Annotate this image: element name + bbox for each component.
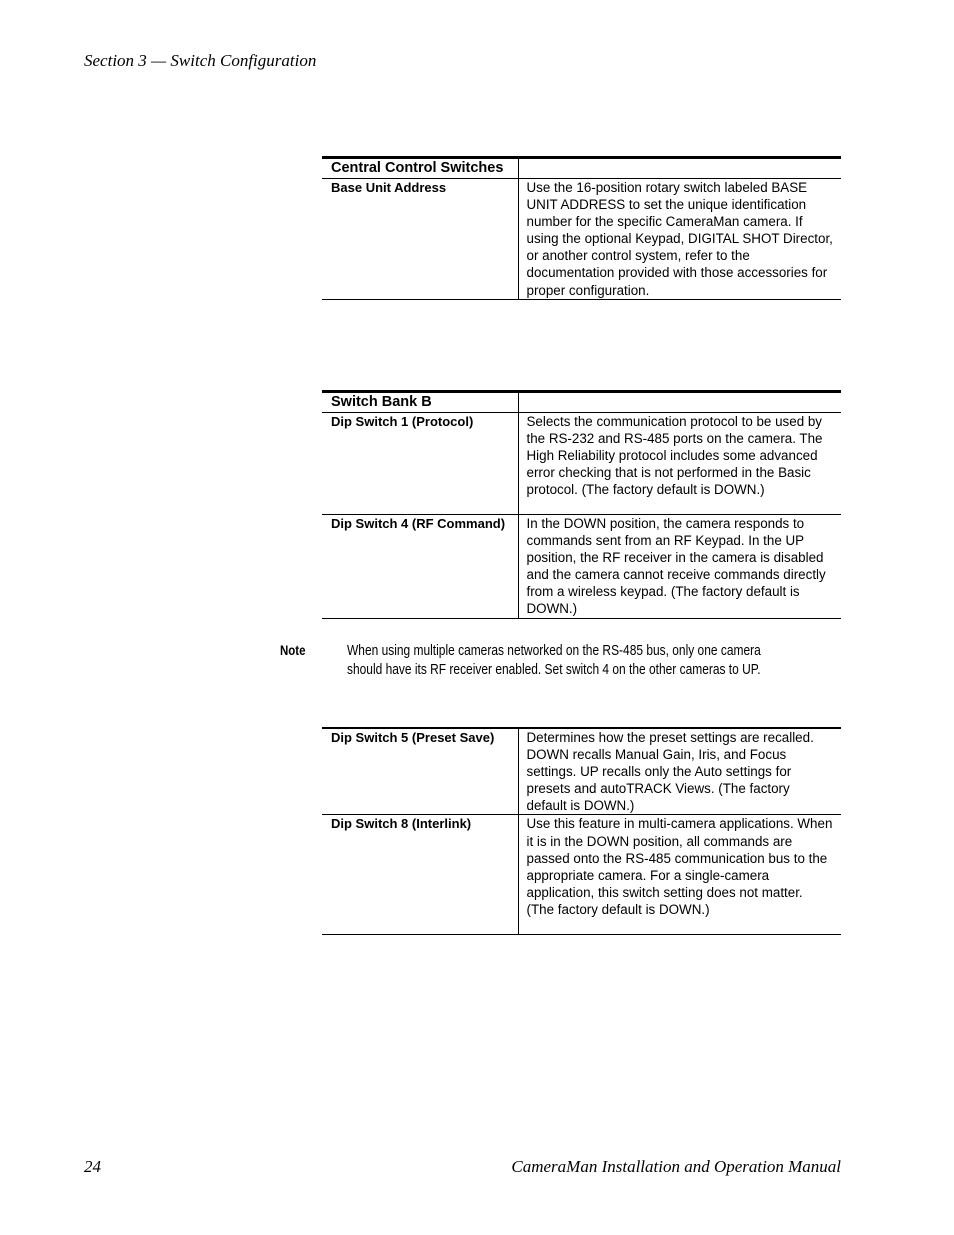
running-head: Section 3 — Switch Configuration <box>84 51 317 70</box>
row-description: Use this feature in multi-camera applications. When it is in the DOWN position, all commands are passed onto the RS-485 communication bus to the appropriate camera. For a single-camera application, this switch setting does not matter. (The factory default is DOWN.) <box>526 816 833 917</box>
page-number: 24 <box>84 1157 101 1176</box>
row-label: Base Unit Address <box>322 179 518 300</box>
note-text: When using multiple cameras networked on the RS-485 bus, only one camera should have its RF receiver enabled. Set switch 4 on the other cameras to UP. <box>347 643 761 678</box>
table-header-row <box>322 392 841 413</box>
table-row <box>322 515 841 619</box>
table-header-cell <box>518 158 841 179</box>
switch-bank-b-table <box>322 390 841 619</box>
table-row <box>322 413 841 515</box>
row-label: Dip Switch 5 (Preset Save) <box>322 728 518 815</box>
note-label: Note <box>280 642 306 658</box>
table-row <box>322 815 841 935</box>
row-label: Dip Switch 1 (Protocol) <box>322 413 518 515</box>
table-header-cell <box>518 392 841 413</box>
table-header-row <box>322 158 841 179</box>
row-label: Dip Switch 8 (Interlink) <box>322 815 518 935</box>
row-description: Use the 16-position rotary switch labeled BASE UNIT ADDRESS to set the unique identification number for the specific CameraMan camera. If using the optional Keypad, DIGITAL SHOT Director, or another control system, refer to the documentation provided with those accessories for proper configuration. <box>526 180 833 298</box>
row-description: Selects the communication protocol to be used by the RS-232 and RS-485 ports on the camera. The High Reliability protocol includes some advanced error checking that is not performed in the Basic protocol. (The factory default is DOWN.) <box>526 414 823 498</box>
row-label: Dip Switch 4 (RF Command) <box>322 515 518 619</box>
row-description: In the DOWN position, the camera responds to commands sent from an RF Keypad. In the UP position, the RF receiver in the camera is disabled and the camera cannot receive commands directly from a wireless keypad. (The factory default is DOWN.) <box>526 516 826 617</box>
switch-bank-b-continued-table <box>322 727 841 935</box>
table-header-cell: Switch Bank B <box>322 392 518 413</box>
table-header-cell: Central Control Switches <box>322 158 518 179</box>
central-control-table <box>322 156 841 300</box>
table-row <box>322 179 841 300</box>
manual-title: CameraMan Installation and Operation Manual <box>511 1157 841 1176</box>
table-row <box>322 728 841 815</box>
row-description: Determines how the preset settings are recalled. DOWN recalls Manual Gain, Iris, and Focus settings. UP recalls only the Auto settings for presets and autoTRACK Views. (The factory default is DOWN.) <box>526 730 814 814</box>
